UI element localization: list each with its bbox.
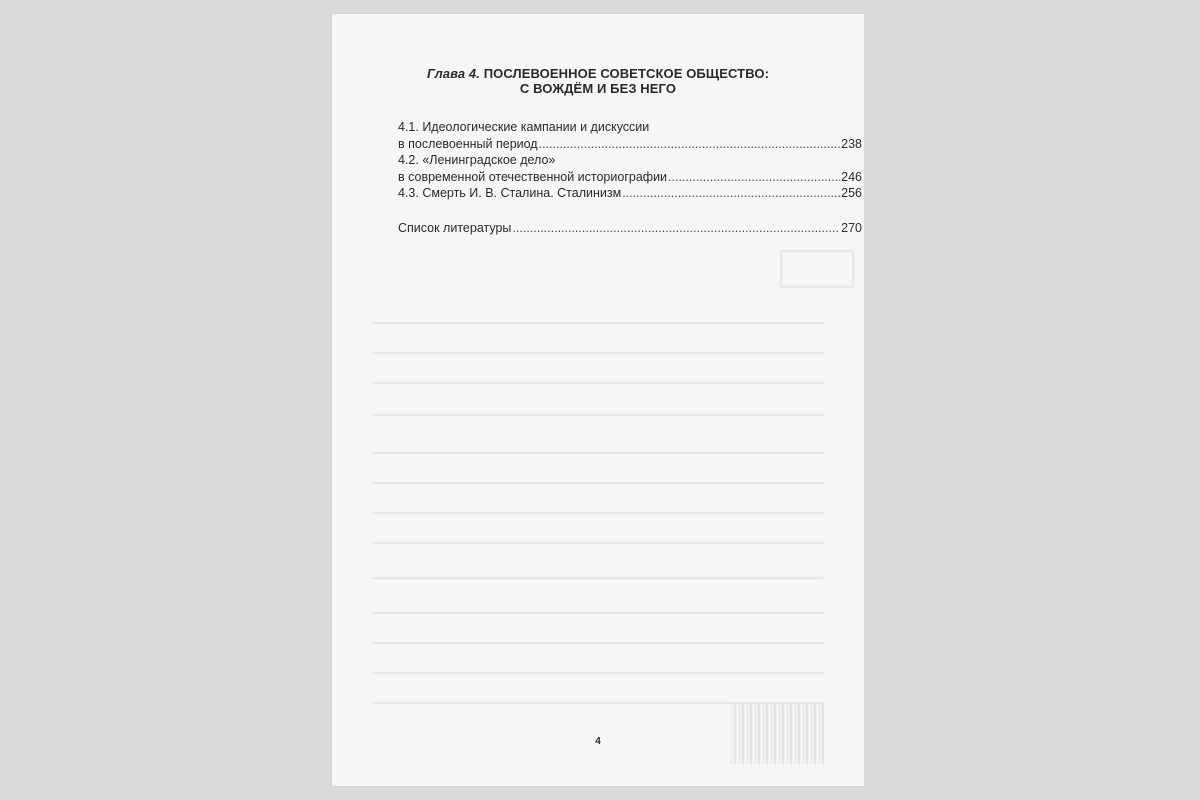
toc-entry-page: 246 <box>841 169 862 184</box>
document-page <box>332 14 864 786</box>
bibliography-label: Список литературы <box>398 220 512 235</box>
toc-entry-title-line <box>398 119 862 136</box>
toc-entry-title-cont: в современной отечественной историографии <box>398 169 668 184</box>
chapter-title-part1: ПОСЛЕВОЕННОЕ СОВЕТСКОЕ ОБЩЕСТВО: <box>483 66 769 81</box>
toc-entry-title: 4.1. Идеологические кампании и дискуссии <box>398 120 650 134</box>
toc-entry-title-line <box>398 152 862 169</box>
dot-leader <box>622 185 840 202</box>
chapter-title-part2: С ВОЖДЁМ И БЕЗ НЕГО <box>519 81 677 96</box>
toc-entry-page: 238 <box>841 136 862 151</box>
page-number: 4 <box>595 736 601 747</box>
bibliography-page: 270 <box>841 220 862 235</box>
toc-entry-leader-line <box>398 169 862 186</box>
dot-leader <box>539 136 841 153</box>
toc-entry-leader-line <box>398 185 862 202</box>
toc-entry <box>398 152 862 185</box>
dot-leader <box>512 220 840 237</box>
toc-entry <box>398 185 862 202</box>
toc-entry-page: 256 <box>841 186 862 200</box>
dot-leader <box>668 169 840 186</box>
toc-bibliography <box>398 220 862 237</box>
toc-entry-title: 4.3. Смерть И. В. Сталина. Сталинизм <box>398 186 622 200</box>
toc-entry <box>398 119 862 152</box>
toc-entry-leader-line <box>398 220 862 237</box>
chapter-heading-line1 <box>332 66 864 81</box>
table-of-contents <box>398 119 862 236</box>
chapter-heading <box>332 66 864 96</box>
toc-entry-title-cont: в послевоенный период <box>398 136 538 151</box>
toc-entry-title: 4.2. «Ленинградское дело» <box>398 153 556 167</box>
chapter-label: Глава 4. <box>427 66 480 81</box>
toc-entry-leader-line <box>398 136 862 153</box>
